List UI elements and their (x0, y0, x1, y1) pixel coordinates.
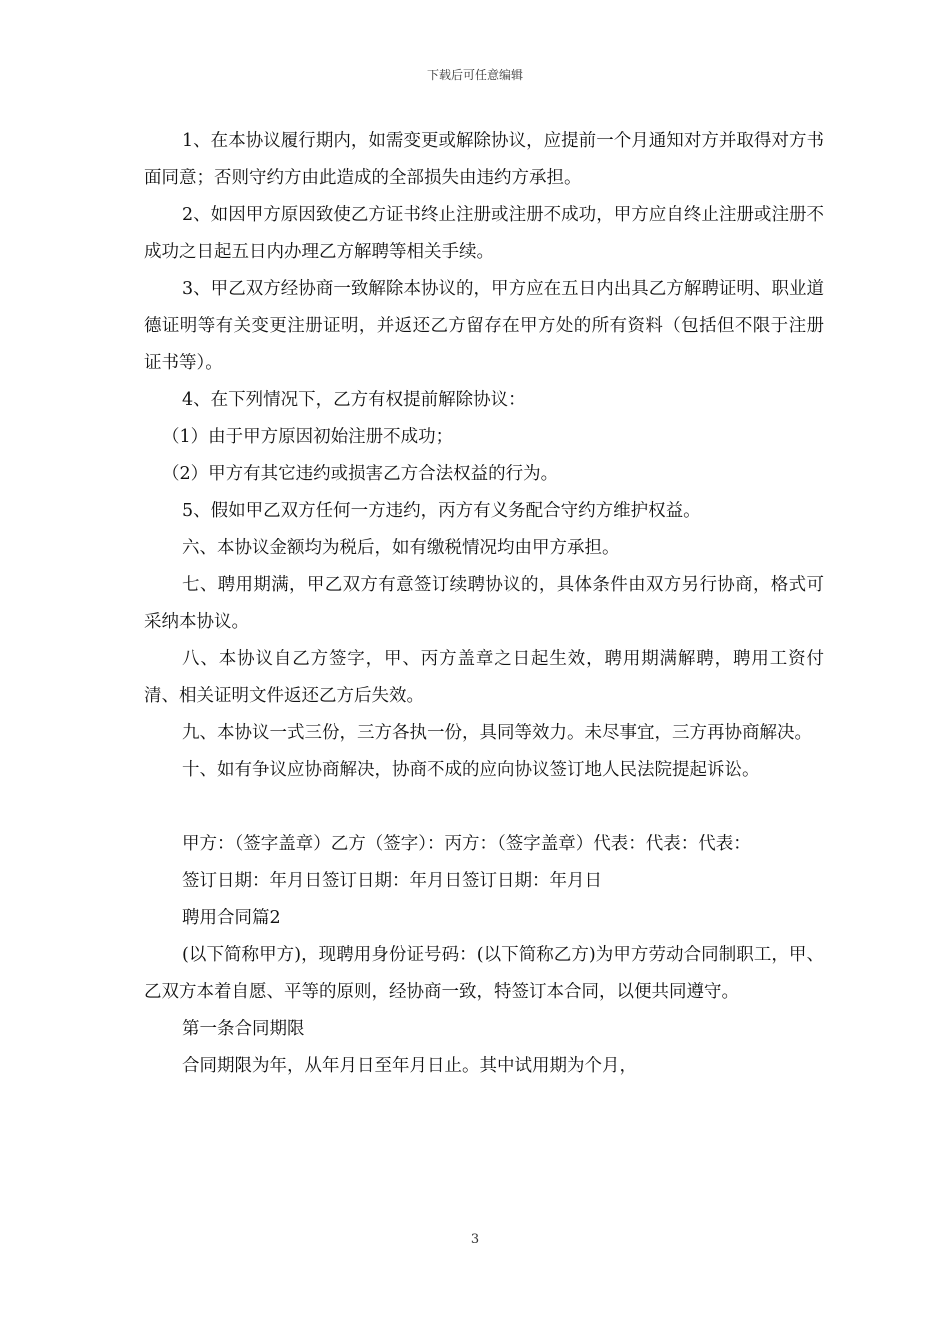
clause-6: 六、本协议金额均为税后，如有缴税情况均由甲方承担。 (182, 538, 620, 558)
clause-2: 2、如因甲方原因致使乙方证书终止注册或注册不成功，甲方应自终止注册或注册不成功之日起五日内办理乙方解聘等相关手续。 (144, 205, 824, 262)
clause-4-item-2: （2）甲方有其它违约或损害乙方合法权益的行为。 (162, 464, 559, 484)
document-body (144, 123, 824, 1085)
section-title: 聘用合同篇2 (182, 908, 281, 928)
clause-5: 5、假如甲乙双方任何一方违约，丙方有义务配合守约方维护权益。 (182, 501, 701, 521)
date-line: 签订日期：年月日签订日期：年月日签订日期：年月日 (182, 871, 602, 891)
spacer (144, 789, 824, 826)
clause-9: 九、本协议一式三份，三方各执一份，具同等效力。未尽事宜，三方再协商解决。 (182, 723, 812, 743)
clause-4: 4、在下列情况下，乙方有权提前解除协议： (182, 390, 526, 410)
page-number: 3 (470, 1232, 480, 1247)
signature-line: 甲方：（签字盖章）乙方（签字）：丙方：（签字盖章）代表：代表：代表： (182, 834, 751, 854)
page-header: 下载后可任意编辑 (426, 68, 523, 82)
clause-4-item-1: （1）由于甲方原因初始注册不成功； (162, 427, 454, 447)
clause-3: 3、甲乙双方经协商一致解除本协议的，甲方应在五日内出具乙方解聘证明、职业道德证明等有关变更注册证明，并返还乙方留存在甲方处的所有资料（包括但不限于注册证书等）。 (144, 279, 824, 373)
clause-8: 八、本协议自乙方签字，甲、丙方盖章之日起生效，聘用期满解聘，聘用工资付清、相关证明文件返还乙方后失效。 (144, 649, 824, 706)
clause-1: 1、在本协议履行期内，如需变更或解除协议，应提前一个月通知对方并取得对方书面同意；否则守约方由此造成的全部损失由违约方承担。 (144, 131, 824, 188)
article-1-text: 合同期限为年，从年月日至年月日止。其中试用期为个月， (182, 1056, 637, 1076)
article-1-title: 第一条合同期限 (182, 1019, 305, 1039)
clause-7: 七、聘用期满，甲乙双方有意签订续聘协议的，具体条件由双方另行协商，格式可采纳本协议。 (144, 575, 824, 632)
contract-intro: (以下简称甲方)，现聘用身份证号码：(以下简称乙方)为甲方劳动合同制职工，甲、乙双方本着自愿、平等的原则，经协商一致，特签订本合同，以便共同遵守。 (144, 945, 824, 1002)
clause-10: 十、如有争议应协商解决，协商不成的应向协议签订地人民法院提起诉讼。 (182, 760, 760, 780)
